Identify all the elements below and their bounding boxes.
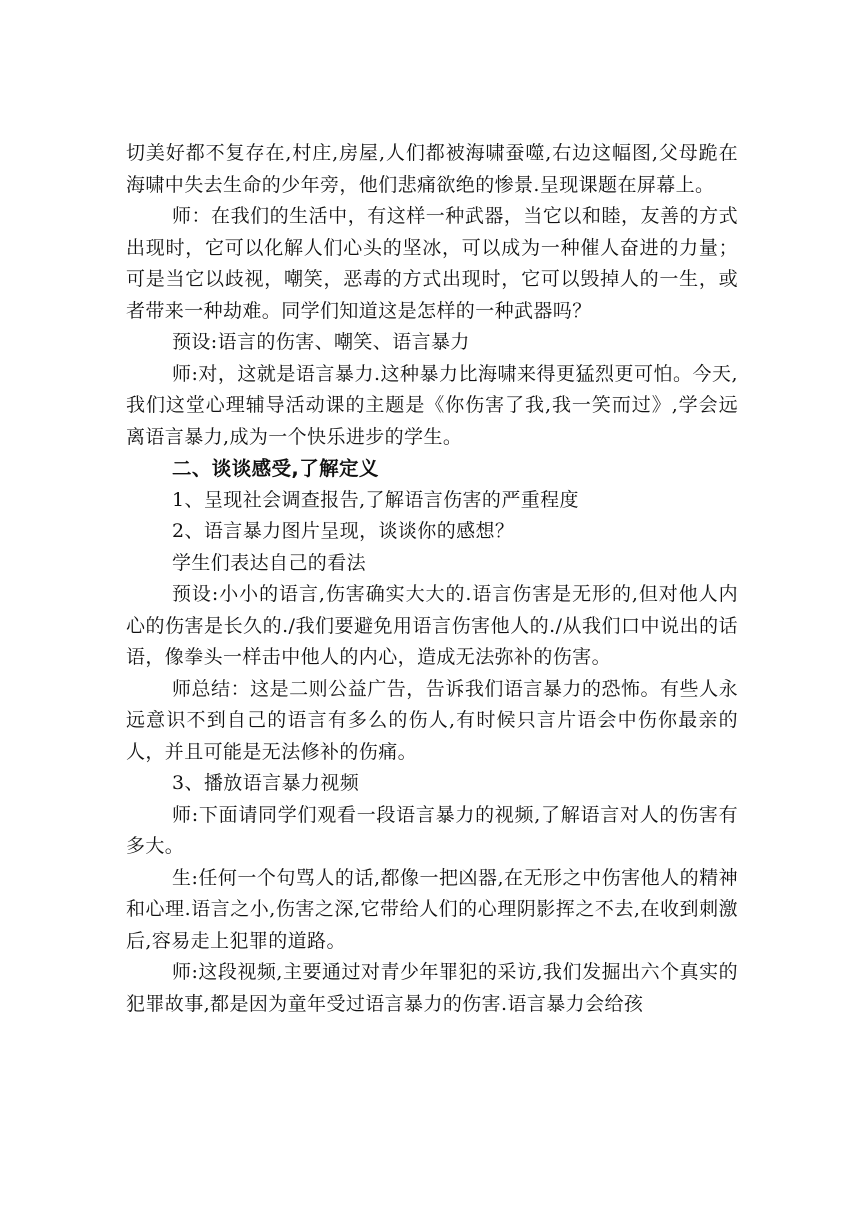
paragraph-teacher-weapon: 师：在我们的生活中，有这样一种武器，当它以和睦，友善的方式出现时，它可以化解人们心头的坚冰，可以成为一种催人奋进的力量；可是当它以歧视，嘲笑，恶毒的方式出现时，它可以毁掉人的一生，或者带来一种劫难。同学们知道这是怎样的一种武器吗？ — [126, 205, 738, 322]
paragraph-teacher-crime-stories: 师:这段视频,主要通过对青少年罪犯的采访,我们发掘出六个真实的犯罪故事,都是因为童年受过语言暴力的伤害.语言暴力会给孩 — [126, 961, 738, 1015]
paragraph-teacher-topic: 师:对，这就是语言暴力.这种暴力比海啸来得更猛烈更可怕。今天,我们这堂心理辅导活动课的主题是《你伤害了我,我一笑而过》,学会远离语言暴力,成为一个快乐进步的学生。 — [126, 362, 738, 448]
paragraph-preset-views: 预设:小小的语言,伤害确实大大的.语言伤害是无形的,但对他人内心的伤害是长久的./我们要避免用语言伤害他人的./从我们口中说出的话语，像拳头一样击中他人的内心，造成无法弥补的伤害。 — [126, 583, 738, 668]
paragraph-intro-continued: 切美好都不复存在,村庄,房屋,人们都被海啸蚕噬,右边这幅图,父母跪在海啸中失去生命的少年旁，他们悲痛欲绝的惨景.呈现课题在屏幕上。 — [126, 142, 738, 196]
section-heading: 二、谈谈感受,了解定义 — [172, 457, 379, 480]
paragraph-student-response: 生:任何一个句骂人的话,都像一把凶器,在无形之中伤害他人的精神和心理.语言之小,伤害之深,它带给人们的心理阴影挥之不去,在收到刺激后,容易走上犯罪的道路。 — [126, 866, 738, 952]
list-item-pictures: 2、语言暴力图片呈现，谈谈你的感想？ — [172, 520, 515, 542]
paragraph-preset-answer: 预设:语言的伤害、嘲笑、语言暴力 — [172, 331, 470, 353]
paragraph-students-express: 学生们表达自己的看法 — [172, 551, 367, 574]
list-item-survey-report: 1、呈现社会调查报告,了解语言伤害的严重程度 — [172, 488, 579, 511]
paragraph-teacher-video: 师:下面请同学们观看一段语言暴力的视频,了解语言对人的伤害有多大。 — [126, 803, 738, 857]
list-item-video: 3、播放语言暴力视频 — [172, 772, 360, 794]
paragraph-teacher-summary: 师总结：这是二则公益广告，告诉我们语言暴力的恐怖。有些人永远意识不到自己的语言有多么的伤人,有时候只言片语会中伤你最亲的人，并且可能是无法修补的伤痛。 — [126, 677, 738, 763]
document-body — [126, 138, 738, 1020]
